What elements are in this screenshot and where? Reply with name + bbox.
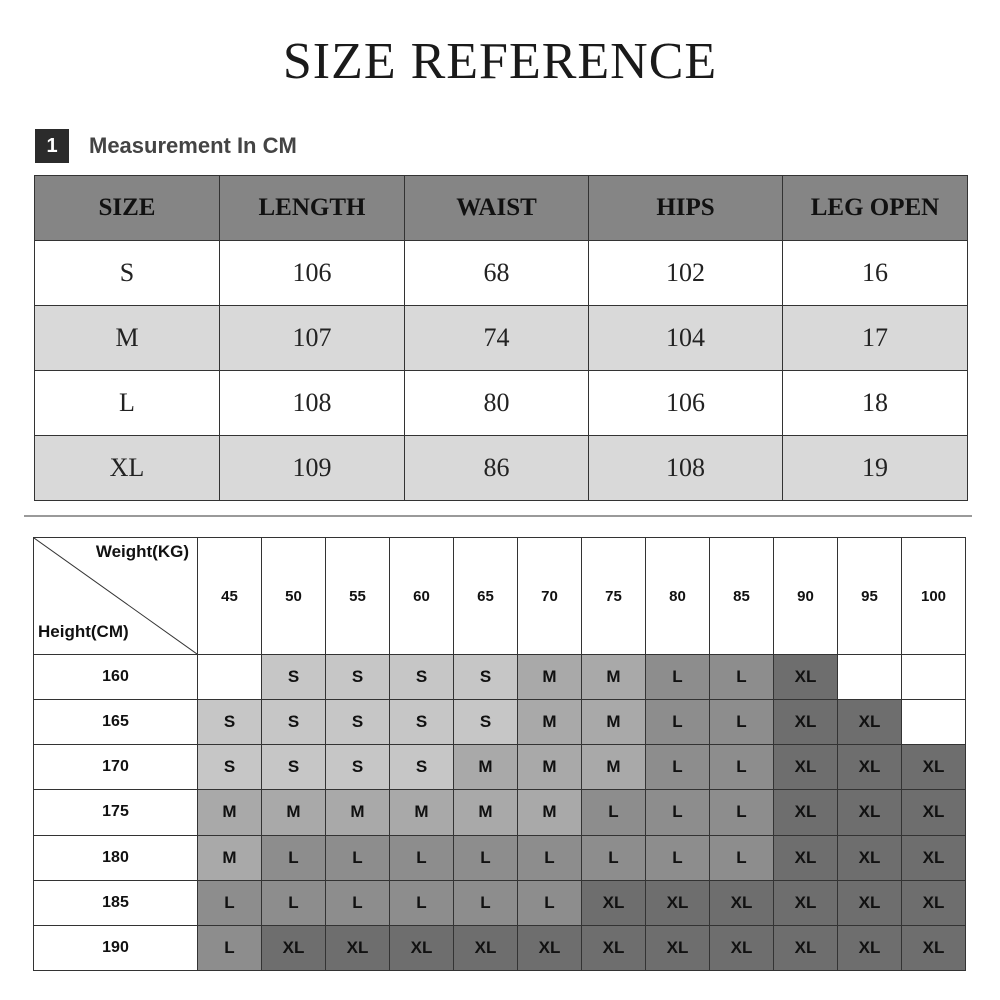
size-cell: S: [454, 655, 518, 700]
weight-header-row: [34, 538, 966, 655]
size-cell: L: [646, 700, 710, 745]
header-leg-open: LEG OPEN: [783, 176, 968, 241]
size-cell: XL: [774, 655, 838, 700]
section-label: Measurement In CM: [89, 133, 297, 158]
cell-leg-open: 16: [783, 241, 968, 306]
size-cell: S: [198, 700, 262, 745]
cell-leg-open: 17: [783, 306, 968, 371]
size-cell: [902, 700, 966, 745]
size-cell: L: [710, 790, 774, 835]
size-cell: XL: [902, 790, 966, 835]
size-cell: XL: [838, 925, 902, 970]
size-cell: M: [582, 700, 646, 745]
table-row: [34, 655, 966, 700]
size-cell: L: [646, 745, 710, 790]
weight-header-90: 90: [774, 538, 838, 655]
size-cell: L: [710, 745, 774, 790]
cell-leg-open: 19: [783, 436, 968, 501]
height-axis-label: Height(CM): [38, 622, 129, 641]
cell-hips: 106: [589, 371, 783, 436]
weight-header-70: 70: [518, 538, 582, 655]
weight-header-95: 95: [838, 538, 902, 655]
header-size: SIZE: [35, 176, 220, 241]
size-cell: [838, 655, 902, 700]
table-row: [35, 306, 968, 371]
size-cell: M: [326, 790, 390, 835]
size-cell: M: [198, 790, 262, 835]
table-row: [34, 700, 966, 745]
table-row: [35, 436, 968, 501]
size-cell: XL: [326, 925, 390, 970]
cell-waist: 68: [405, 241, 589, 306]
size-cell: XL: [646, 925, 710, 970]
size-cell: L: [518, 880, 582, 925]
size-cell: XL: [838, 700, 902, 745]
size-cell: M: [454, 790, 518, 835]
weight-header-75: 75: [582, 538, 646, 655]
cell-leg-open: 18: [783, 371, 968, 436]
size-cell: XL: [902, 880, 966, 925]
cell-size: S: [35, 241, 220, 306]
size-cell: XL: [582, 880, 646, 925]
weight-axis-label: Weight(KG): [95, 542, 189, 561]
size-cell: L: [390, 880, 454, 925]
cell-length: 109: [220, 436, 405, 501]
size-cell: XL: [774, 880, 838, 925]
size-cell: XL: [774, 925, 838, 970]
height-label-170: 170: [34, 745, 198, 790]
size-cell: S: [390, 655, 454, 700]
header-hips: HIPS: [589, 176, 783, 241]
size-cell: L: [198, 880, 262, 925]
weight-header-50: 50: [262, 538, 326, 655]
size-cell: [902, 655, 966, 700]
size-cell: S: [326, 745, 390, 790]
size-cell: L: [710, 655, 774, 700]
section-header: [35, 128, 297, 164]
size-cell: L: [646, 835, 710, 880]
cell-size: L: [35, 371, 220, 436]
size-cell: XL: [774, 700, 838, 745]
cell-hips: 102: [589, 241, 783, 306]
size-cell: L: [710, 700, 774, 745]
weight-header-45: 45: [198, 538, 262, 655]
size-cell: S: [198, 745, 262, 790]
size-cell: XL: [902, 745, 966, 790]
size-cell: XL: [838, 880, 902, 925]
cell-waist: 80: [405, 371, 589, 436]
size-cell: XL: [774, 790, 838, 835]
size-cell: L: [582, 835, 646, 880]
cell-length: 106: [220, 241, 405, 306]
size-cell: XL: [582, 925, 646, 970]
measurement-header-row: [35, 176, 968, 241]
size-cell: XL: [710, 925, 774, 970]
size-cell: L: [262, 880, 326, 925]
height-label-175: 175: [34, 790, 198, 835]
size-cell: L: [646, 790, 710, 835]
size-cell: XL: [838, 790, 902, 835]
size-cell: XL: [646, 880, 710, 925]
weight-header-65: 65: [454, 538, 518, 655]
height-label-165: 165: [34, 700, 198, 745]
size-cell: XL: [902, 925, 966, 970]
size-cell: M: [518, 655, 582, 700]
size-cell: M: [454, 745, 518, 790]
size-cell: XL: [838, 835, 902, 880]
section-divider: [24, 515, 972, 517]
table-row: [35, 371, 968, 436]
size-cell: XL: [902, 835, 966, 880]
section-number-badge: 1: [35, 129, 69, 163]
size-cell: S: [390, 700, 454, 745]
size-cell: XL: [774, 835, 838, 880]
size-cell: S: [262, 655, 326, 700]
size-cell: XL: [774, 745, 838, 790]
table-row: [34, 880, 966, 925]
size-cell: XL: [262, 925, 326, 970]
size-cell: S: [262, 745, 326, 790]
weight-header-55: 55: [326, 538, 390, 655]
size-grid-table: [33, 537, 966, 971]
measurement-table: [34, 175, 968, 501]
table-row: [34, 745, 966, 790]
size-cell: M: [518, 790, 582, 835]
cell-waist: 74: [405, 306, 589, 371]
height-label-180: 180: [34, 835, 198, 880]
cell-size: M: [35, 306, 220, 371]
size-cell: XL: [710, 880, 774, 925]
table-row: [35, 241, 968, 306]
cell-hips: 108: [589, 436, 783, 501]
size-cell: M: [582, 655, 646, 700]
header-length: LENGTH: [220, 176, 405, 241]
size-cell: M: [518, 700, 582, 745]
size-cell: L: [646, 655, 710, 700]
size-cell: M: [198, 835, 262, 880]
size-cell: XL: [838, 745, 902, 790]
cell-length: 107: [220, 306, 405, 371]
size-cell: L: [454, 880, 518, 925]
header-waist: WAIST: [405, 176, 589, 241]
size-cell: L: [454, 835, 518, 880]
size-cell: L: [582, 790, 646, 835]
size-cell: S: [262, 700, 326, 745]
cell-size: XL: [35, 436, 220, 501]
size-cell: L: [518, 835, 582, 880]
size-cell: L: [326, 880, 390, 925]
height-label-160: 160: [34, 655, 198, 700]
size-cell: M: [582, 745, 646, 790]
size-cell: S: [454, 700, 518, 745]
size-cell: S: [390, 745, 454, 790]
size-cell: XL: [518, 925, 582, 970]
weight-header-80: 80: [646, 538, 710, 655]
size-cell: XL: [454, 925, 518, 970]
table-row: [34, 835, 966, 880]
cell-waist: 86: [405, 436, 589, 501]
size-cell: S: [326, 700, 390, 745]
cell-hips: 104: [589, 306, 783, 371]
size-cell: M: [262, 790, 326, 835]
size-cell: L: [710, 835, 774, 880]
table-row: [34, 925, 966, 970]
size-cell: S: [326, 655, 390, 700]
weight-header-85: 85: [710, 538, 774, 655]
weight-header-60: 60: [390, 538, 454, 655]
size-cell: [198, 655, 262, 700]
size-cell: L: [390, 835, 454, 880]
cell-length: 108: [220, 371, 405, 436]
page-title: SIZE REFERENCE: [282, 33, 718, 90]
weight-header-100: 100: [902, 538, 966, 655]
size-cell: L: [326, 835, 390, 880]
size-cell: L: [198, 925, 262, 970]
table-row: [34, 790, 966, 835]
size-cell: XL: [390, 925, 454, 970]
size-cell: M: [518, 745, 582, 790]
size-cell: L: [262, 835, 326, 880]
height-label-190: 190: [34, 925, 198, 970]
height-label-185: 185: [34, 880, 198, 925]
size-cell: M: [390, 790, 454, 835]
corner-header: [34, 538, 198, 655]
